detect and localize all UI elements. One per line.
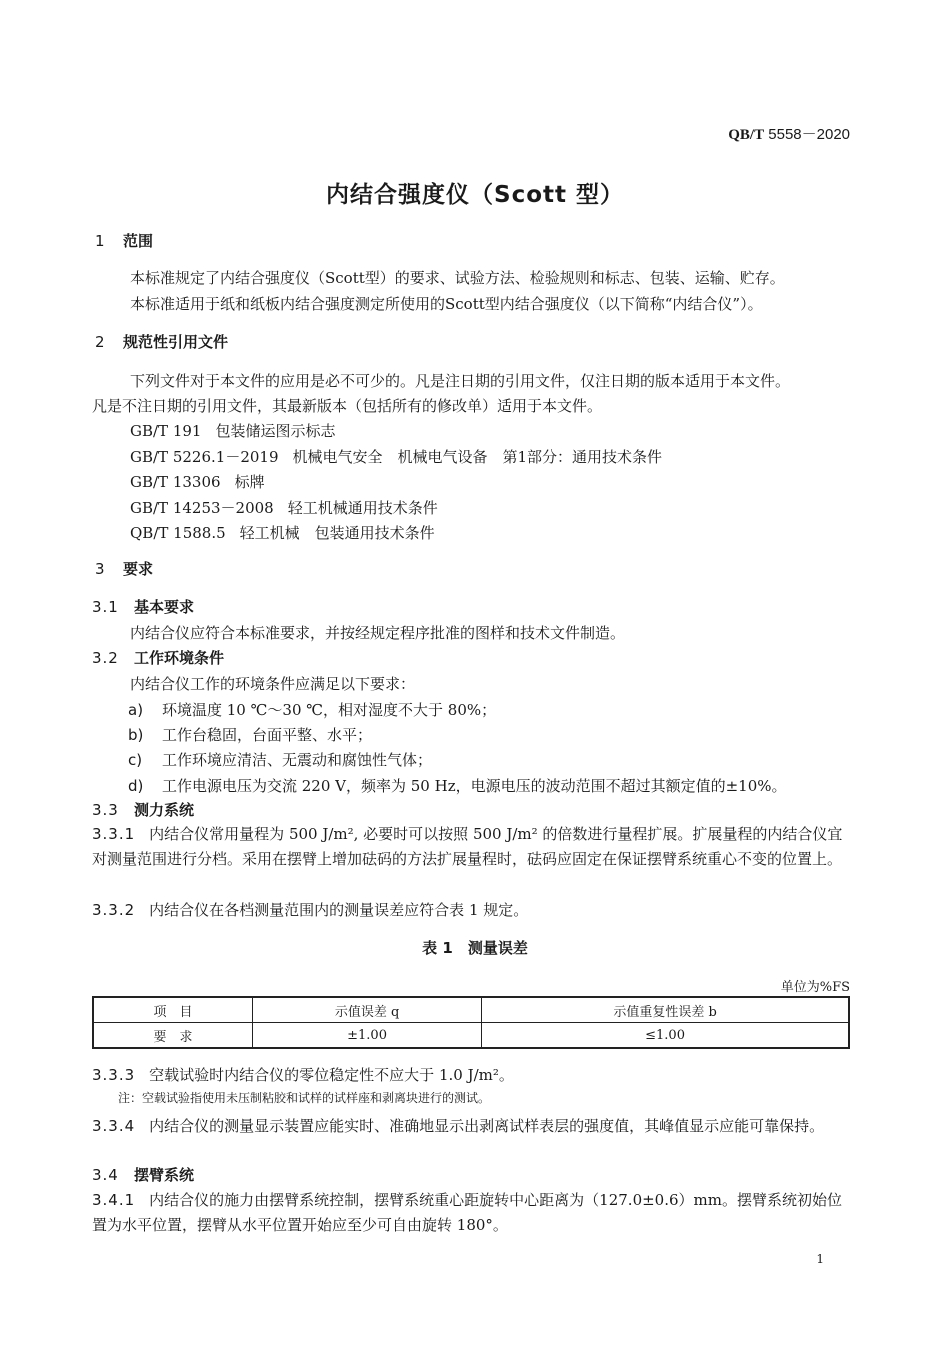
section-title: 规范性引用文件 — [123, 333, 229, 351]
list-text: 环境温度 10 ℃～30 ℃，相对湿度不大于 80%； — [162, 701, 497, 719]
list-item — [128, 749, 432, 770]
reference-code: GB/T 13306 — [130, 473, 221, 491]
table-cell: ≤1.00 — [482, 1023, 849, 1049]
paragraph: 凡是不注日期的引用文件，其最新版本（包括所有的修改单）适用于本文件。 — [92, 397, 603, 415]
section-title: 范围 — [123, 232, 154, 250]
section-1-heading — [95, 230, 153, 251]
subsection-number: 3.1 — [92, 598, 119, 616]
reference-item — [130, 446, 662, 467]
clause-text: 内结合仪的测量显示装置应能实时、准确地显示出剥离试样表层的强度值，其峰值显示应能可靠保持。 — [149, 1117, 825, 1135]
measurement-error-table — [92, 996, 850, 1049]
standard-code-prefix: QB/T — [728, 127, 765, 143]
table-row — [93, 1023, 849, 1049]
subsection-3-3-heading — [92, 799, 194, 820]
table-header-row — [93, 997, 849, 1023]
reference-code: GB/T 191 — [130, 422, 202, 440]
subsection-number: 3.2 — [92, 649, 119, 667]
reference-title: 轻工机械通用技术条件 — [287, 499, 438, 517]
table-caption: 表 1 测量误差 — [422, 939, 528, 957]
reference-code: GB/T 14253－2008 — [130, 499, 274, 517]
clause-3-4-1 — [92, 1188, 850, 1238]
clause-3-3-2 — [92, 898, 850, 923]
table-header-cell: 示值重复性误差 b — [482, 997, 849, 1023]
section-number: 3 — [95, 560, 105, 578]
clause-3-3-1 — [92, 822, 850, 872]
clause-text: 内结合仪在各档测量范围内的测量误差应符合表 1 规定。 — [149, 901, 529, 919]
list-label: b) — [128, 726, 144, 744]
reference-code: GB/T 5226.1－2019 — [130, 448, 279, 466]
list-item — [128, 699, 496, 720]
subsection-title: 工作环境条件 — [134, 649, 225, 667]
paragraph: 下列文件对于本文件的应用是必不可少的。凡是注日期的引用文件，仅注日期的版本适用于本文件。 — [130, 372, 791, 390]
reference-title: 机械电气安全 机械电气设备 第1部分：通用技术条件 — [292, 448, 663, 466]
clause-number: 3.4.1 — [92, 1191, 136, 1209]
reference-title: 包装储运图示标志 — [215, 422, 336, 440]
reference-title: 轻工机械 包装通用技术条件 — [239, 524, 435, 542]
paragraph: 本标准规定了内结合强度仪（Scott型）的要求、试验方法、检验规则和标志、包装、运输、贮存。 — [130, 269, 785, 287]
list-item — [128, 775, 787, 796]
clause-number: 3.3.1 — [92, 825, 136, 843]
table-cell: ±1.00 — [253, 1023, 482, 1049]
standard-code — [728, 123, 850, 144]
clause-text: 内结合仪的施力由摆臂系统控制，摆臂系统重心距旋转中心距离为（127.0±0.6）mm。摆臂系统初始位置为水平位置，摆臂从水平位置开始应至少可自由旋转 180°。 — [92, 1191, 842, 1234]
clause-number: 3.3.3 — [92, 1066, 136, 1084]
subsection-number: 3.3 — [92, 801, 119, 819]
subsection-3-4-heading — [92, 1164, 194, 1185]
clause-number: 3.3.4 — [92, 1117, 136, 1135]
paragraph: 内结合仪工作的环境条件应满足以下要求： — [130, 675, 416, 693]
subsection-title: 摆臂系统 — [134, 1166, 195, 1184]
clause-3-3-4 — [92, 1114, 850, 1139]
table-header-cell: 示值误差 q — [253, 997, 482, 1023]
document-title: 内结合强度仪（Scott 型） — [326, 182, 624, 208]
subsection-3-1-heading — [92, 596, 194, 617]
reference-item — [130, 497, 438, 518]
page-number: 1 — [816, 1252, 824, 1266]
reference-item — [130, 471, 265, 492]
table-cell: 要 求 — [93, 1023, 253, 1049]
list-label: c) — [128, 751, 143, 769]
table-unit: 单位为%FS — [780, 980, 850, 995]
subsection-title: 基本要求 — [134, 598, 195, 616]
section-title: 要求 — [123, 560, 154, 578]
list-item — [128, 724, 372, 745]
list-label: d) — [128, 777, 144, 795]
section-number: 1 — [95, 232, 105, 250]
clause-3-3-3 — [92, 1063, 850, 1088]
list-text: 工作环境应清洁、无震动和腐蚀性气体； — [162, 751, 433, 769]
reference-item — [130, 420, 335, 441]
subsection-title: 测力系统 — [134, 801, 195, 819]
reference-item — [130, 522, 435, 543]
reference-code: QB/T 1588.5 — [130, 524, 226, 542]
section-3-heading — [95, 558, 153, 579]
list-label: a) — [128, 701, 144, 719]
paragraph: 本标准适用于纸和纸板内结合强度测定所使用的Scott型内结合强度仪（以下简称“内结合仪”）。 — [130, 295, 763, 313]
clause-number: 3.3.2 — [92, 901, 136, 919]
reference-title: 标牌 — [234, 473, 265, 491]
subsection-number: 3.4 — [92, 1166, 119, 1184]
standard-code-number: 5558－2020 — [764, 126, 850, 143]
list-text: 工作电源电压为交流 220 V，频率为 50 Hz，电源电压的波动范围不超过其额定值的±10%。 — [162, 777, 787, 795]
table-header-cell: 项 目 — [93, 997, 253, 1023]
section-2-heading — [95, 331, 228, 352]
subsection-3-2-heading — [92, 647, 224, 668]
section-number: 2 — [95, 333, 105, 351]
note: 注：空载试验指使用未压制粘胶和试样的试样座和剥离块进行的测试。 — [118, 1091, 491, 1105]
clause-text: 空载试验时内结合仪的零位稳定性不应大于 1.0 J/m²。 — [149, 1066, 514, 1084]
paragraph: 内结合仪应符合本标准要求，并按经规定程序批准的图样和技术文件制造。 — [130, 624, 626, 642]
clause-text: 内结合仪常用量程为 500 J/m², 必要时可以按照 500 J/m² 的倍数进行量程扩展。扩展量程的内结合仪宜对测量范围进行分档。采用在摆臂上增加砝码的方法扩展量程时，砝码应固定在保证摆臂系统重心不变的位置上。 — [92, 825, 843, 868]
list-text: 工作台稳固，台面平整、水平； — [162, 726, 373, 744]
